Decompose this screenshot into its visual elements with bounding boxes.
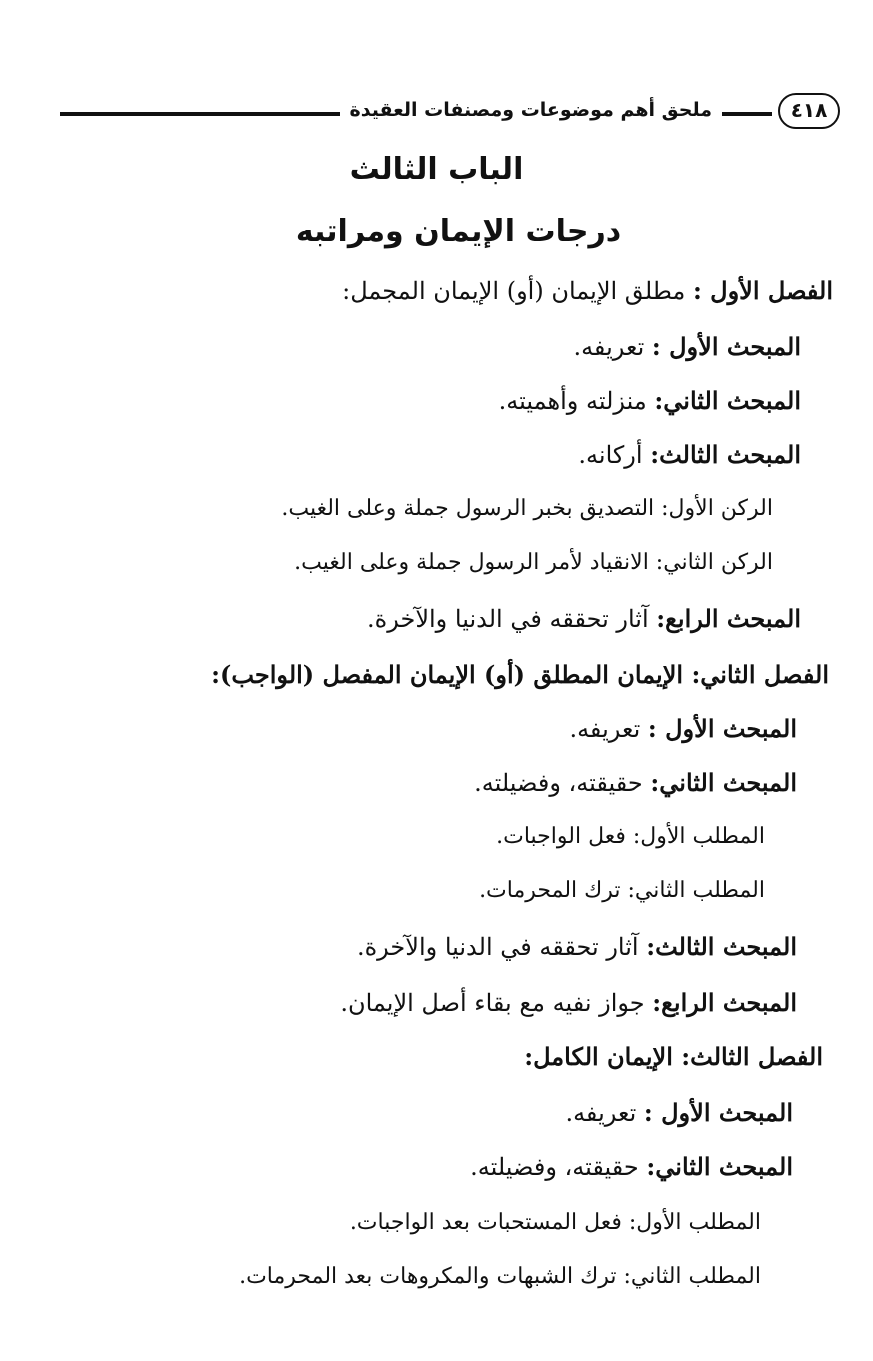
toc-line-chapter-3 xyxy=(524,1039,823,1075)
line-label: المبحث الرابع: xyxy=(652,988,797,1017)
toc-line-subsection xyxy=(496,819,765,855)
line-label: المبحث الثاني: xyxy=(654,386,801,415)
line-label: المبحث الأول : xyxy=(651,332,801,361)
line-text: آثار تحققه في الدنيا والآخرة. xyxy=(356,933,647,961)
toc-line-section xyxy=(573,329,801,365)
line-text: تعريفه. xyxy=(573,333,652,361)
line-label: المبحث الرابع: xyxy=(656,604,801,633)
line-text: المطلب الثاني: ترك الشبهات والمكروهات بعد المحرمات. xyxy=(239,1264,761,1289)
toc-line-subsection xyxy=(239,1259,761,1295)
line-text: تعريفه. xyxy=(569,715,648,743)
line-label: المبحث الثاني: xyxy=(650,768,797,797)
running-header-title: ملحق أهم موضوعات ومصنفات العقيدة xyxy=(340,95,722,125)
toc-line-section xyxy=(367,601,801,637)
toc-line-section xyxy=(578,437,801,473)
toc-line-section xyxy=(357,929,797,965)
page-number: ٤١٨ xyxy=(778,93,840,129)
toc-line-chapter-2 xyxy=(211,657,829,693)
line-label: المبحث الأول : xyxy=(647,714,797,743)
line-text: الركن الأول: التصديق بخبر الرسول جملة وعلى الغيب. xyxy=(281,496,773,521)
toc-line-pillar xyxy=(294,545,773,581)
toc-line-section xyxy=(499,383,801,419)
part-subtitle: درجات الإيمان ومراتبه xyxy=(295,214,622,249)
toc-line-pillar xyxy=(281,491,773,527)
line-text: منزلته وأهميته. xyxy=(498,387,655,415)
line-label: المبحث الأول : xyxy=(643,1098,793,1127)
line-text: جواز نفيه مع بقاء أصل الإيمان. xyxy=(340,989,653,1017)
line-label: الفصل الثالث: الإيمان الكامل: xyxy=(524,1042,823,1071)
toc-line-section xyxy=(474,765,797,801)
line-text: المطلب الثاني: ترك المحرمات. xyxy=(479,878,765,903)
line-label: المبحث الثاني: xyxy=(646,1152,793,1181)
toc-line-section xyxy=(569,711,797,747)
toc-line-subsection xyxy=(479,873,765,909)
line-label: المبحث الثالث: xyxy=(646,932,797,961)
toc-line-subsection xyxy=(350,1205,761,1241)
line-text: حقيقته، وفضيلته. xyxy=(470,1153,647,1181)
line-label: الفصل الأول : xyxy=(692,276,833,305)
toc-line-chapter-1 xyxy=(342,273,833,309)
running-header xyxy=(60,93,840,133)
line-text: مطلق الإيمان (أو) الإيمان المجمل: xyxy=(342,277,693,305)
toc-line-section xyxy=(340,985,797,1021)
line-text: المطلب الأول: فعل الواجبات. xyxy=(496,824,765,849)
part-title: الباب الثالث xyxy=(349,152,524,187)
line-text: حقيقته، وفضيلته. xyxy=(474,769,651,797)
line-text: تعريفه. xyxy=(565,1099,644,1127)
line-label: المبحث الثالث: xyxy=(650,440,801,469)
line-text: الركن الثاني: الانقياد لأمر الرسول جملة وعلى الغيب. xyxy=(294,550,773,575)
line-label: الفصل الثاني: الإيمان المطلق (أو) الإيمان المفصل (الواجب): xyxy=(211,660,829,689)
toc-line-section xyxy=(470,1149,793,1185)
line-text: المطلب الأول: فعل المستحبات بعد الواجبات. xyxy=(349,1210,761,1235)
line-text: آثار تحققه في الدنيا والآخرة. xyxy=(367,605,657,633)
line-text: أركانه. xyxy=(578,441,651,469)
toc-line-section xyxy=(565,1095,793,1131)
